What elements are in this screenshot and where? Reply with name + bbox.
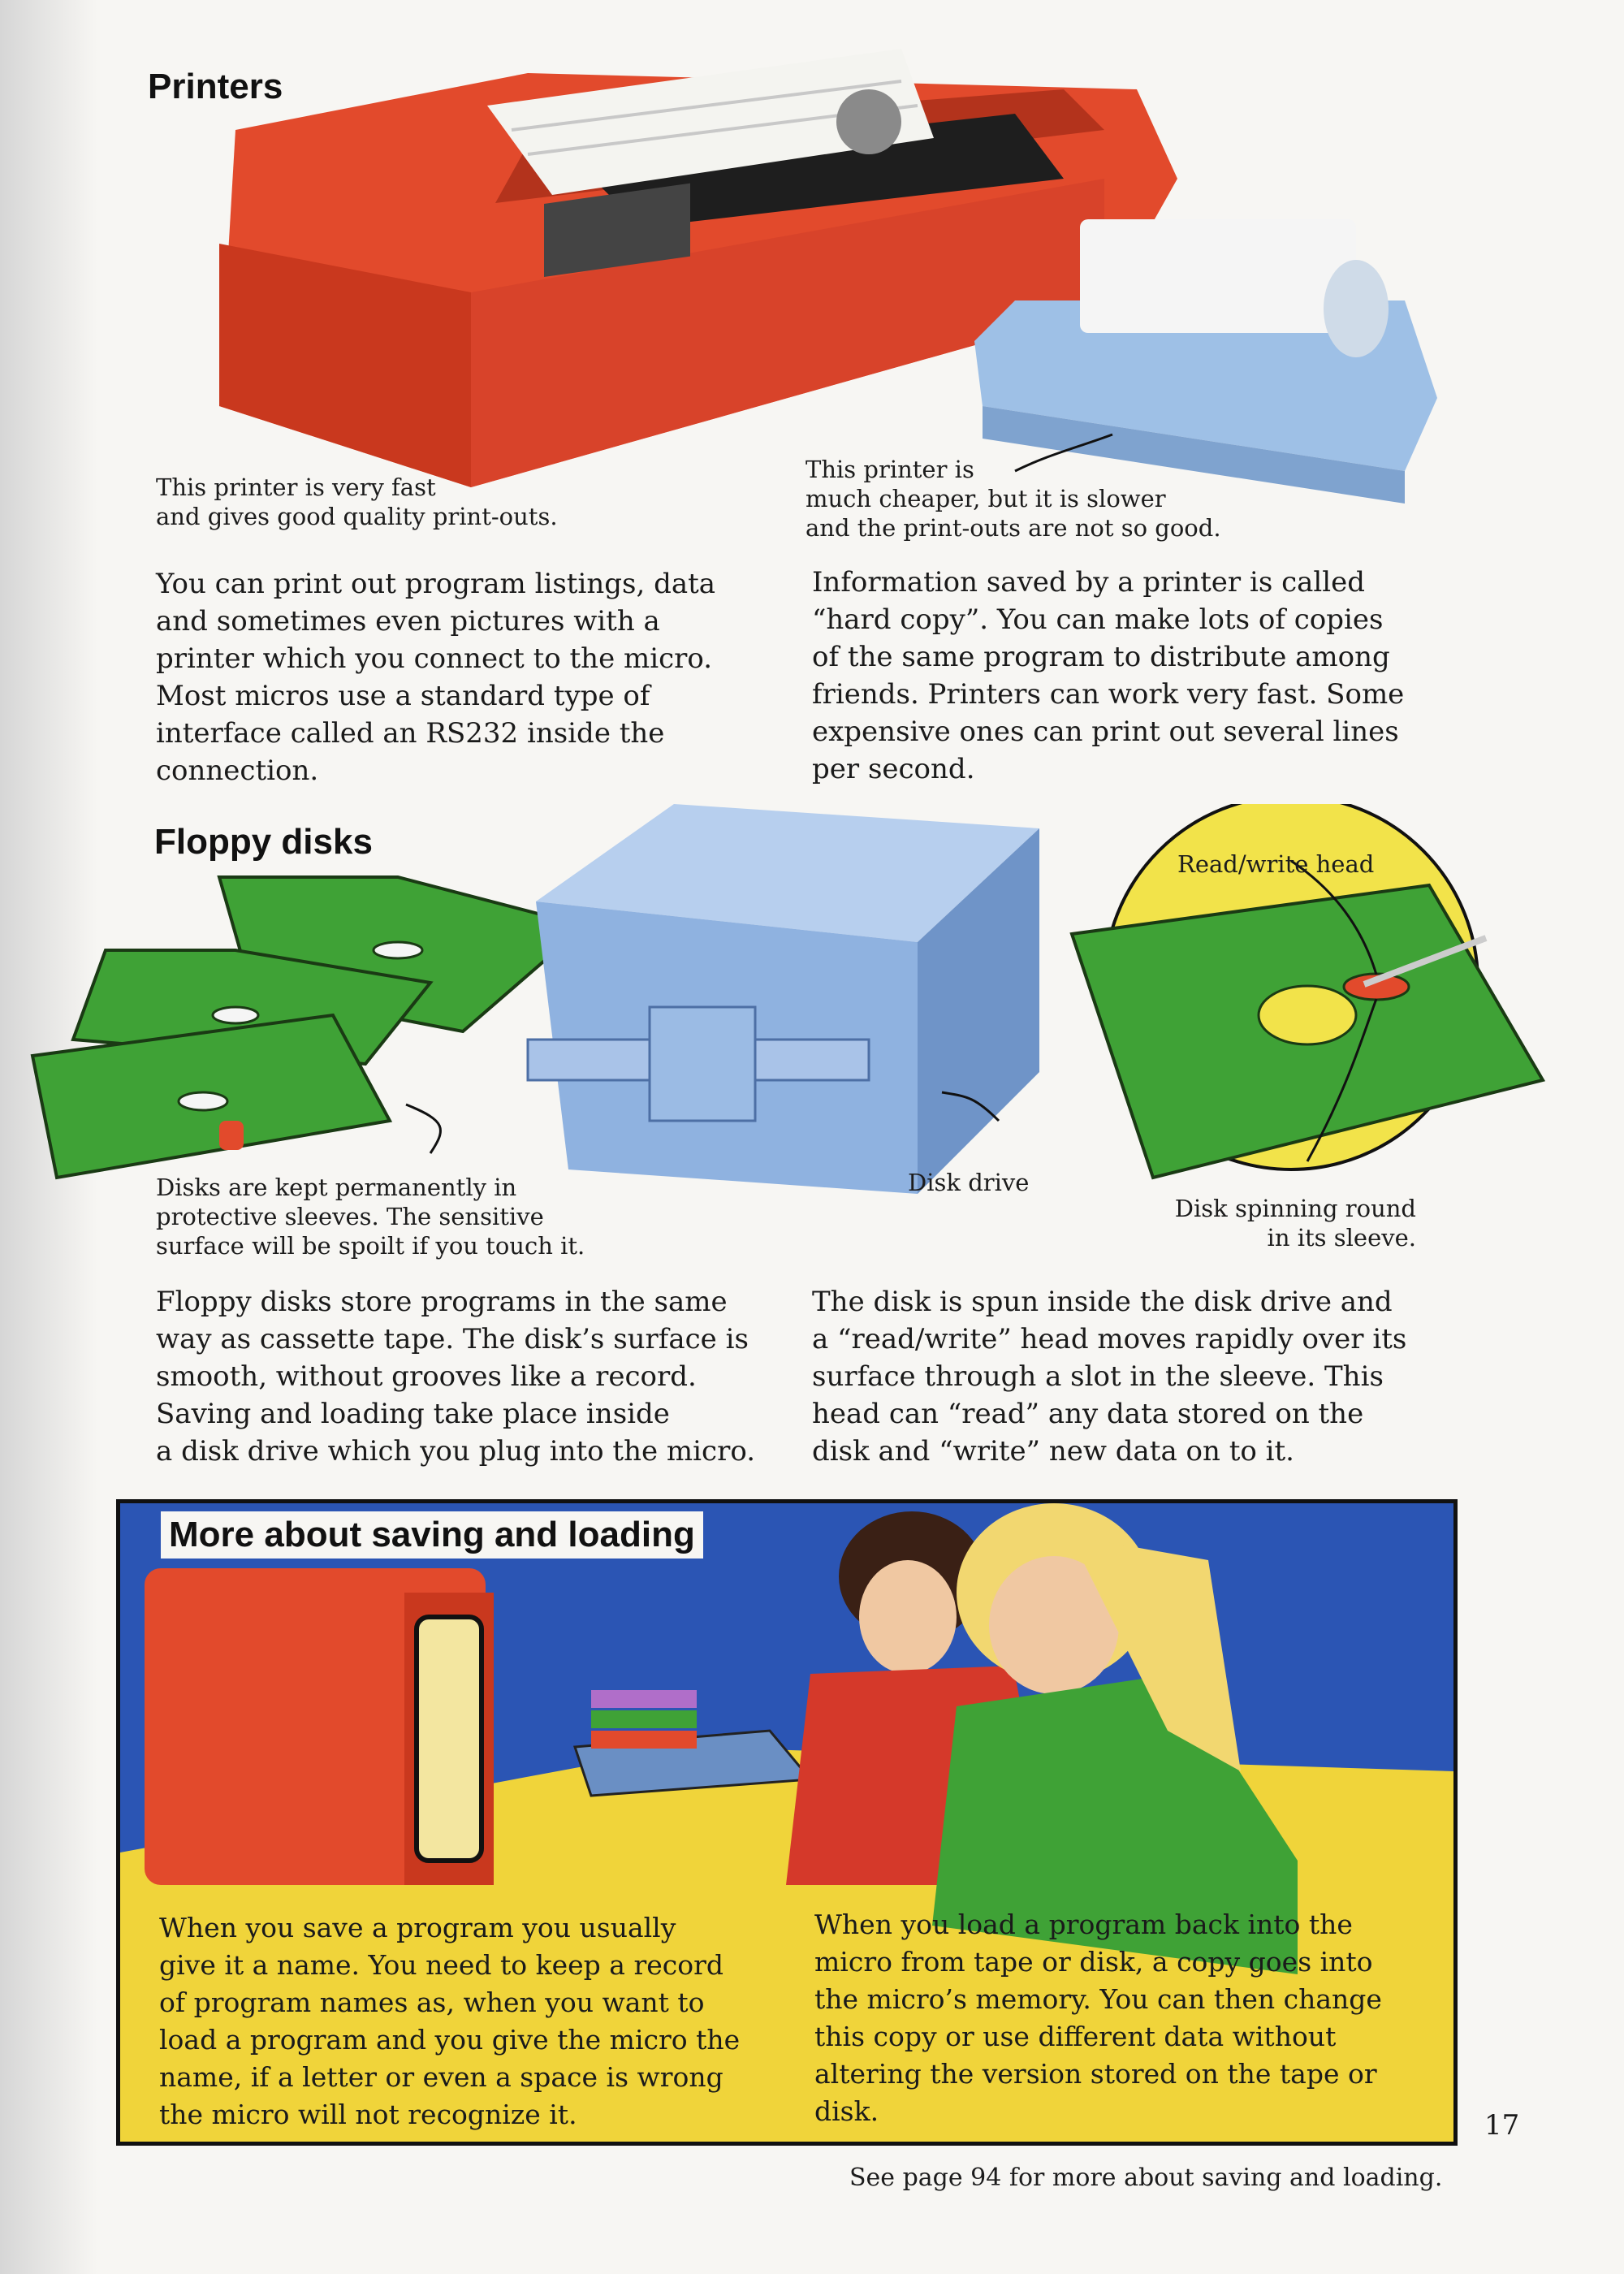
page-number: 17 — [1484, 2109, 1520, 2142]
printers-text-left: You can print out program listings, data and sometimes even pictures with a printer which you connect to the micro. Most micros use a standard type of interface called an RS232 inside the connection. — [156, 568, 716, 787]
see-also-note: See page 94 for more about saving and loading. — [849, 2164, 1443, 2192]
printers-heading: Printers — [148, 67, 283, 106]
cheap-printer-caption: This printer is much cheaper, but it is slower and the print-outs are not so good. — [806, 456, 1221, 542]
saving-text-left: When you save a program you usually give it a name. You need to keep a record of program names as, when you want to load a program and you give the micro the name, if a letter or even a space is wrong the micro will not recognize it. — [159, 1912, 741, 2130]
disk-drive-illustration — [528, 804, 1039, 1194]
floppy-text-right: The disk is spun inside the disk drive and a “read/write” head moves rapidly over its surface through a slot in the sleeve. This head can “read” any data stored on the disk and “write” new data on to it. — [812, 1286, 1407, 1468]
saving-loading-heading: More about saving and loading — [161, 1511, 703, 1559]
floppy-disks-heading: Floppy disks — [154, 822, 373, 862]
loading-text-right: When you load a program back into the micro from tape or disk, a copy goes into the micro’s memory. You can then change this copy or use different data without altering the version stored on the tape or disk. — [814, 1909, 1382, 2127]
disk-drive-label: Disk drive — [908, 1169, 1030, 1196]
printers-text-right: Information saved by a printer is called “hard copy”. You can make lots of copies of the same program to distribute among friends. Printers can work very fast. Some expensive ones can print out several lines per second. — [812, 566, 1405, 785]
monitor-illustration — [145, 1568, 494, 1885]
floppy-text-left: Floppy disks store programs in the same way as cassette tape. The disk’s surface is smooth, without grooves like a record. Saving and loading take place inside a disk drive which you plug into the micro. — [156, 1286, 756, 1468]
saving-loading-panel — [116, 1499, 1458, 2146]
read-write-head-label: Read/write head — [1177, 850, 1375, 878]
printers-illustration — [203, 16, 1462, 520]
floppy-disk-stack-illustration — [32, 877, 585, 1178]
girl-illustration — [932, 1503, 1298, 1974]
disk-sleeves-caption: Disks are kept permanently in protective sleeves. The sensitive surface will be spoilt if you touch it. — [156, 1174, 585, 1260]
fast-printer-caption: This printer is very fast and gives good quality print-outs. — [156, 473, 558, 530]
disk-spinning-caption: Disk spinning round in its sleeve. — [1174, 1195, 1416, 1252]
